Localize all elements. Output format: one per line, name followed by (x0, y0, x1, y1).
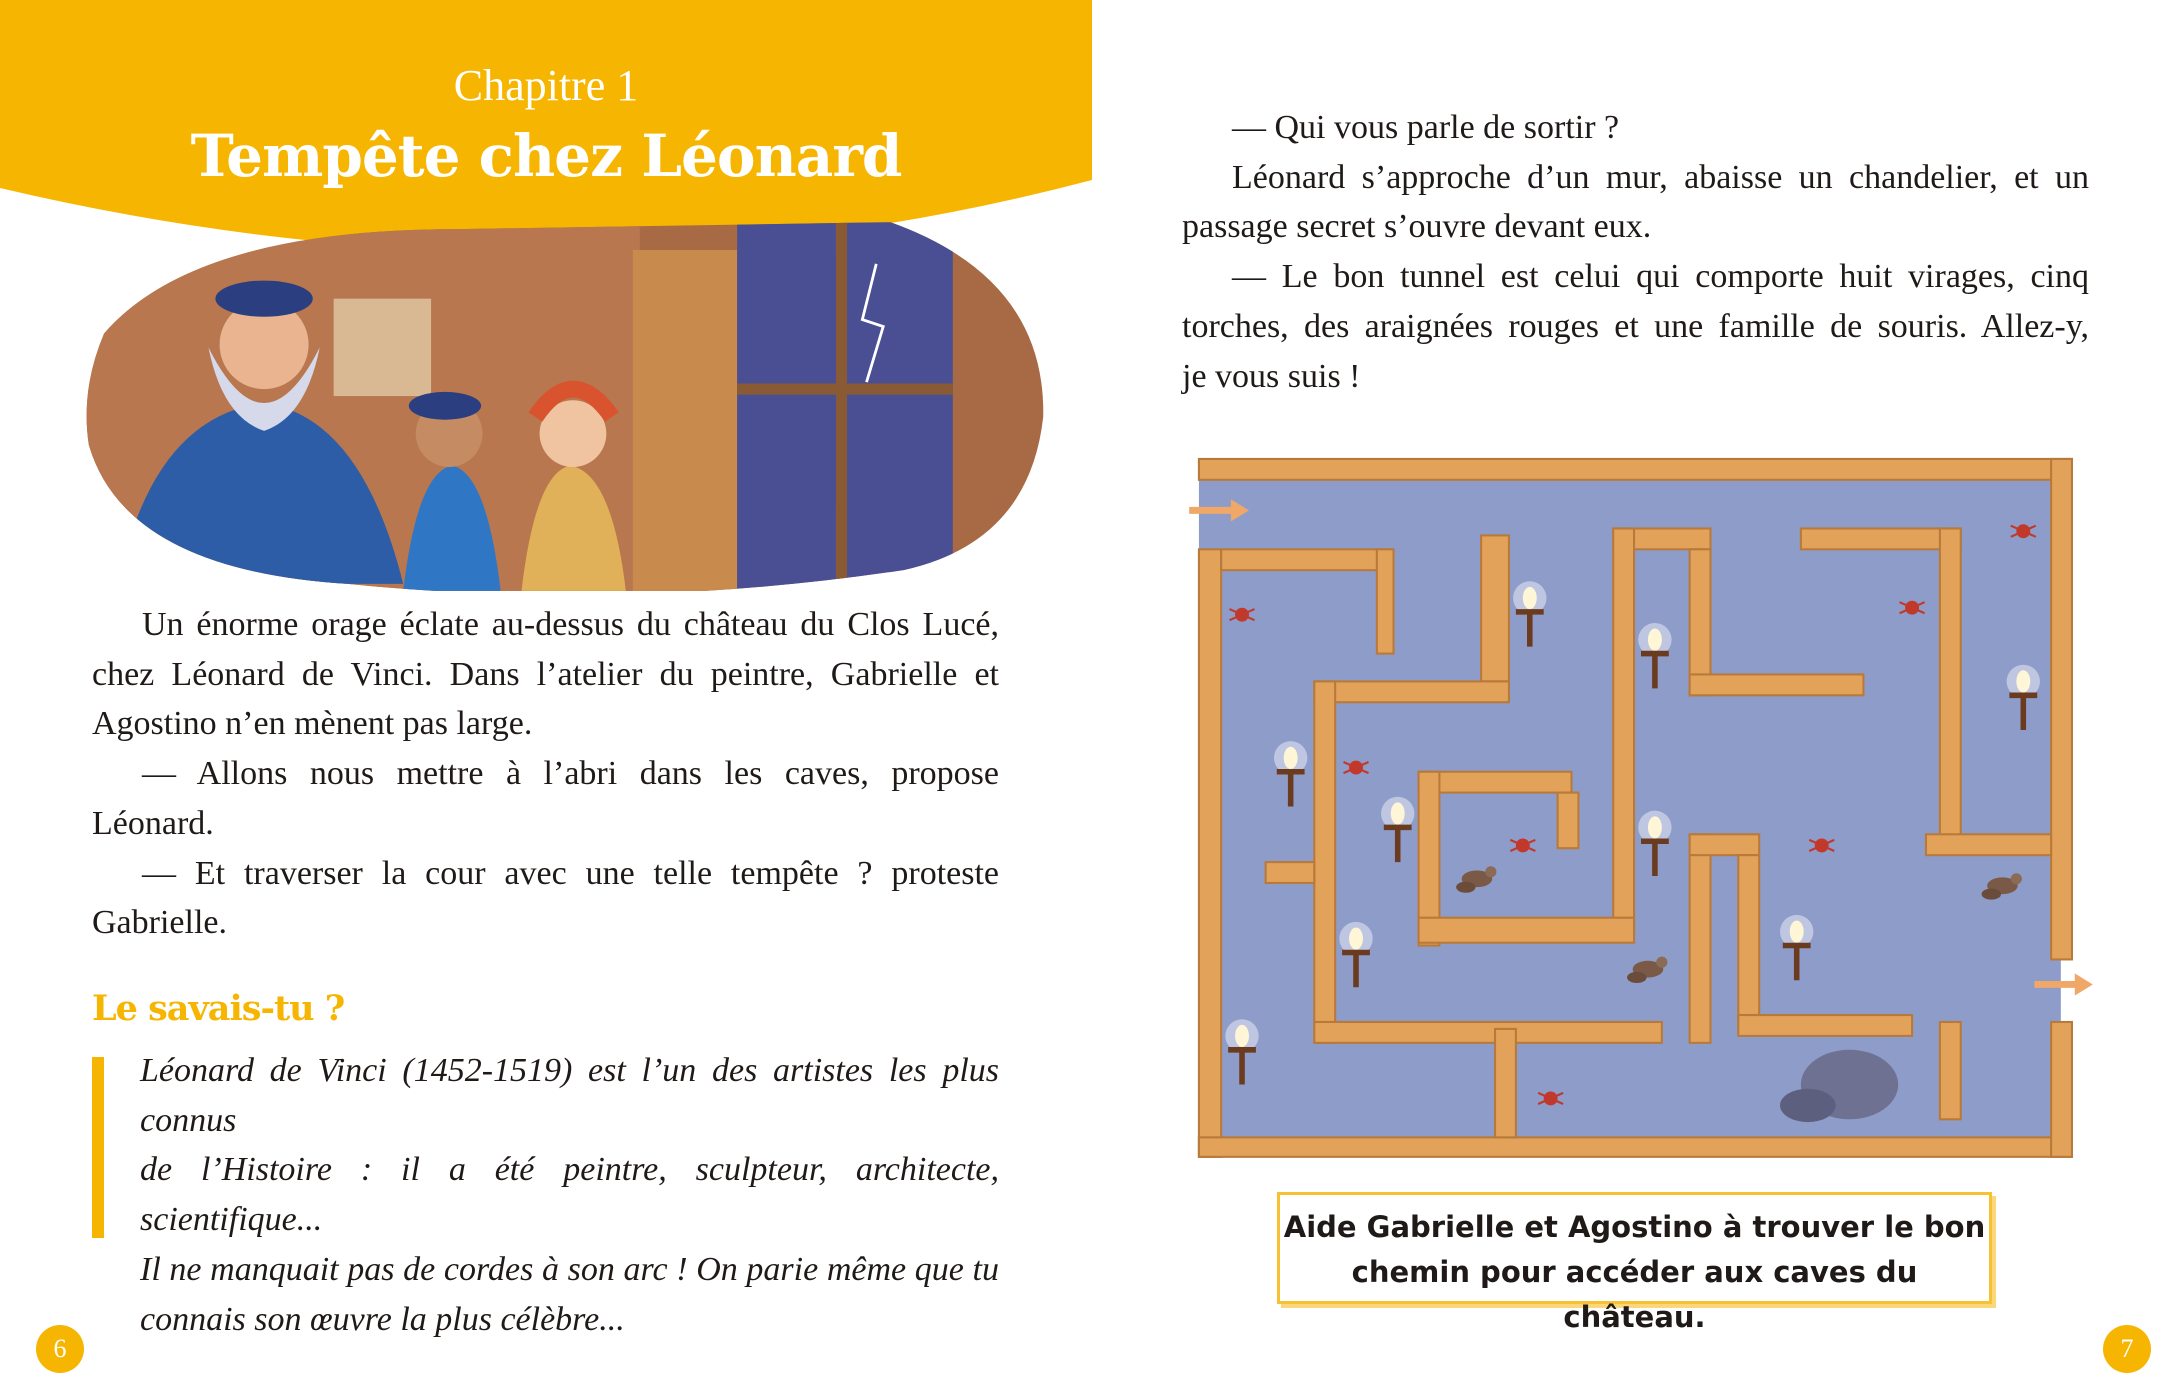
text-line: chez Léonard de Vinci. Dans l’atelier du peintre, Gabrielle et (92, 655, 999, 693)
text-line: Agostino n’en mènent pas large. (92, 705, 533, 743)
maze-wall (1940, 1022, 1961, 1119)
maze-wall (1199, 1137, 2072, 1156)
caption-line: Aide Gabrielle et Agostino à trouver le bon (1283, 1210, 1986, 1244)
maze-wall (1314, 681, 1509, 702)
maze-wall (1613, 528, 1634, 931)
page-number-right: 7 (2103, 1325, 2151, 1373)
chapter-label: Chapitre 1 (453, 61, 639, 110)
did-you-know-bar (92, 1057, 104, 1238)
text-line: Léonard s’approche d’un mur, abaisse un chandelier, et un (1232, 158, 2089, 196)
maze-wall (1495, 1029, 1516, 1137)
text-line: Gabrielle. (92, 904, 227, 942)
maze-wall (1801, 528, 1961, 549)
maze-puzzle[interactable] (1189, 452, 2093, 1161)
maze-wall (1926, 834, 2051, 855)
text-line: passage secret s’ouvre devant eux. (1182, 208, 1652, 246)
maze-wall (1314, 681, 1335, 1042)
maze-wall (1690, 834, 1711, 1043)
text-line: Un énorme orage éclate au-dessus du château du Clos Lucé, (142, 606, 999, 643)
text-line: — Qui vous parle de sortir ? (1232, 109, 1620, 146)
story-text-left (92, 600, 999, 948)
chapter-illustration (86, 222, 1046, 591)
text-line: — Le bon tunnel est celui qui comporte huit virages, cinq (1232, 258, 2089, 296)
maze-wall (2051, 1022, 2072, 1157)
maze-wall (1940, 528, 1961, 841)
caption-line: chemin pour accéder aux caves du château. (1351, 1255, 1918, 1334)
text-line: Léonard. (92, 804, 214, 842)
maze-wall (1419, 772, 1572, 793)
text-line: connais son œuvre la plus célèbre... (140, 1300, 625, 1338)
maze-wall (2051, 459, 2072, 959)
maze-wall (1314, 1022, 1662, 1043)
story-text-right (1182, 103, 2089, 401)
did-you-know-heading: Le savais-tu ? (92, 988, 345, 1029)
did-you-know-text (140, 1046, 999, 1344)
text-line: — Et traverser la cour avec une telle tempête ? proteste (142, 854, 999, 892)
maze-wall (1419, 918, 1634, 943)
text-line: Léonard de Vinci (1452-1519) est l’un des artistes les plus connus (140, 1052, 999, 1139)
text-line: Il ne manquait pas de cordes à son arc ! On parie même que tu (140, 1250, 999, 1288)
maze-wall (1690, 834, 1760, 855)
text-line: de l’Histoire : il a été peintre, sculpteur, architecte, scientifique... (140, 1151, 999, 1239)
maze-wall (1690, 674, 1864, 695)
maze-wall (1199, 459, 2072, 480)
maze-wall (1199, 549, 1221, 1157)
text-line: — Allons nous mettre à l’abri dans les caves, propose (142, 755, 999, 793)
maze-wall (1481, 535, 1509, 681)
maze-wall (1221, 549, 1391, 570)
maze-wall (1558, 793, 1579, 849)
maze-wall (1377, 549, 1394, 653)
page-number-left: 6 (36, 1325, 84, 1373)
text-line: torches, des araignées rouges et une famille de souris. Allez-y, (1182, 307, 2089, 345)
maze-wall (1738, 855, 1759, 1029)
maze-instructions (1277, 1192, 1992, 1334)
text-line: je vous suis ! (1182, 357, 1361, 395)
maze-wall (1266, 862, 1315, 883)
maze-wall (1738, 1015, 1912, 1036)
chapter-title: Tempête chez Léonard (190, 122, 902, 190)
